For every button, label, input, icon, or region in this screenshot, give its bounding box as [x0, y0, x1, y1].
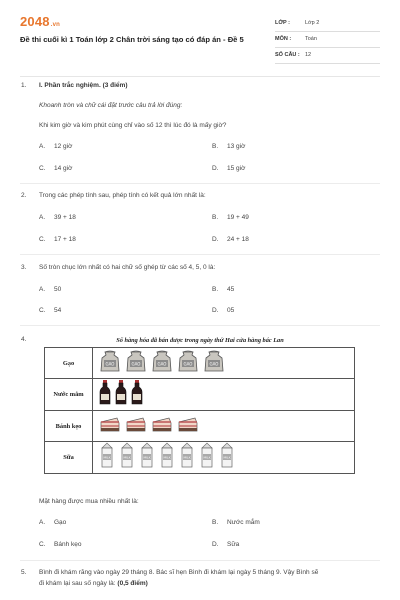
- option-c[interactable]: [39, 236, 76, 243]
- question-text: Số tròn chục lớn nhất có hai chữ số ghép từ các số 4, 5, 0 là:: [39, 264, 216, 271]
- option-text: Gạo: [54, 519, 67, 526]
- option-letter: B.: [212, 214, 219, 221]
- cake-slice-icon: [151, 415, 173, 438]
- option-c[interactable]: [39, 541, 81, 548]
- row-label: Gạo: [45, 348, 93, 379]
- option-text: 19 + 49: [227, 214, 249, 221]
- svg-text:GAO: GAO: [183, 361, 193, 366]
- option-letter: C.: [39, 165, 46, 172]
- header-divider: [20, 76, 380, 77]
- cake-slice-icon: [177, 415, 199, 438]
- meta-row-subject: [275, 32, 380, 48]
- option-letter: B.: [212, 143, 219, 150]
- meta-key: MÔN :: [275, 36, 292, 42]
- rice-sack-icon: [203, 349, 225, 378]
- option-letter: B.: [212, 286, 219, 293]
- milk-carton-icon: [119, 442, 135, 473]
- option-letter: A.: [39, 519, 46, 526]
- option-c[interactable]: [39, 307, 61, 314]
- option-text: 50: [54, 286, 62, 293]
- option-letter: D.: [212, 236, 219, 243]
- milk-carton-icon: [159, 442, 175, 473]
- figure-title: Số hàng hóa đã bán được trong ngày thứ Hai cửa hàng bác Lan: [116, 337, 284, 344]
- fish-sauce-bottle-icon: [99, 379, 111, 410]
- row-pictures: [93, 348, 355, 379]
- meta-row-class: [275, 16, 380, 32]
- question-divider: [20, 325, 380, 326]
- option-b[interactable]: [212, 286, 234, 293]
- milk-carton-icon: [179, 442, 195, 473]
- pictograph-row: [45, 379, 355, 411]
- svg-text:MILK: MILK: [183, 455, 191, 460]
- svg-text:GAO: GAO: [209, 361, 219, 366]
- question-points: (0,5 điểm): [117, 580, 148, 587]
- option-d[interactable]: [212, 541, 239, 548]
- option-text: 39 + 18: [54, 214, 76, 221]
- meta-key: LỚP :: [275, 20, 290, 26]
- exam-title: Đề thi cuối kì 1 Toán lớp 2 Chân trời sáng tạo có đáp án - Đề 5: [20, 35, 244, 44]
- option-text: Nước mắm: [227, 519, 260, 526]
- option-b[interactable]: [212, 214, 249, 221]
- pictograph-row: [45, 348, 355, 379]
- option-text: 45: [227, 286, 235, 293]
- fish-sauce-bottle-icon: [115, 379, 127, 410]
- cake-slice-icon: [125, 415, 147, 438]
- pictograph-row: [45, 442, 355, 474]
- rice-sack-icon: [99, 349, 121, 378]
- question-text: Bình đi khám răng vào ngày 29 tháng 8. Bác sĩ hẹn Bình đi khám lại ngày 5 tháng 9. Vậy Bình sẽ: [39, 569, 319, 576]
- option-letter: A.: [39, 143, 46, 150]
- option-a[interactable]: [39, 286, 61, 293]
- picture-strip: [93, 442, 354, 473]
- milk-carton-icon: [99, 442, 115, 473]
- question-number: 4.: [21, 336, 27, 343]
- question-text: Mặt hàng được mua nhiều nhất là:: [39, 498, 139, 505]
- svg-text:MILK: MILK: [203, 455, 211, 460]
- picture-strip: [93, 415, 354, 438]
- row-label: Sữa: [45, 442, 93, 474]
- option-c[interactable]: [39, 165, 72, 172]
- pictograph-table: [44, 347, 355, 474]
- question-number: 1.: [21, 82, 27, 89]
- question-divider: [20, 254, 380, 255]
- option-letter: A.: [39, 286, 46, 293]
- meta-row-question-count: [275, 48, 380, 64]
- row-pictures: [93, 379, 355, 411]
- option-b[interactable]: [212, 143, 245, 150]
- option-text: 13 giờ: [227, 143, 246, 150]
- option-b[interactable]: [212, 519, 260, 526]
- question-text-end: đi khám lại sau số ngày là:: [39, 580, 116, 587]
- logo-text: 2048: [20, 14, 50, 29]
- option-letter: C.: [39, 236, 46, 243]
- option-text: 05: [227, 307, 235, 314]
- exam-meta: [275, 16, 380, 64]
- picture-strip: [93, 349, 354, 378]
- option-d[interactable]: [212, 165, 245, 172]
- question-divider: [20, 560, 380, 561]
- option-letter: C.: [39, 307, 46, 314]
- row-pictures: [93, 442, 355, 474]
- svg-text:MILK: MILK: [123, 455, 131, 460]
- row-label: Nước mắm: [45, 379, 93, 411]
- milk-carton-icon: [199, 442, 215, 473]
- pictograph: [44, 347, 355, 474]
- meta-key: SỐ CÂU :: [275, 52, 300, 58]
- row-label: Bánh kẹo: [45, 411, 93, 442]
- option-text: 12 giờ: [54, 143, 73, 150]
- question-divider: [20, 183, 380, 184]
- meta-value: 12: [305, 52, 312, 58]
- question-number: 2.: [21, 192, 27, 199]
- row-pictures: [93, 411, 355, 442]
- option-a[interactable]: [39, 143, 72, 150]
- option-letter: C.: [39, 541, 46, 548]
- rice-sack-icon: [177, 349, 199, 378]
- option-d[interactable]: [212, 307, 234, 314]
- fish-sauce-bottle-icon: [131, 379, 143, 410]
- question-text: Khi kim giờ và kim phút cùng chỉ vào số 12 thì lúc đó là mấy giờ?: [39, 122, 227, 129]
- option-text: Bánh kẹo: [54, 541, 82, 548]
- meta-value: Lớp 2: [305, 20, 320, 26]
- svg-text:GAO: GAO: [157, 361, 167, 366]
- option-text: 15 giờ: [227, 165, 246, 172]
- site-logo[interactable]: [20, 14, 60, 29]
- option-letter: D.: [212, 165, 219, 172]
- rice-sack-icon: [125, 349, 147, 378]
- option-a[interactable]: [39, 214, 76, 221]
- question-number: 5.: [21, 569, 27, 576]
- question-text: Trong các phép tính sau, phép tính có kết quả lớn nhất là:: [39, 192, 206, 199]
- milk-carton-icon: [219, 442, 235, 473]
- rice-sack-icon: [151, 349, 173, 378]
- option-letter: A.: [39, 214, 46, 221]
- pictograph-row: [45, 411, 355, 442]
- svg-text:GAO: GAO: [105, 361, 115, 366]
- option-letter: B.: [212, 519, 219, 526]
- page-header: [20, 14, 380, 70]
- option-a[interactable]: [39, 519, 66, 526]
- option-d[interactable]: [212, 236, 249, 243]
- svg-text:GAO: GAO: [131, 361, 141, 366]
- milk-carton-icon: [139, 442, 155, 473]
- logo-suffix: .vn: [50, 22, 61, 28]
- option-letter: D.: [212, 307, 219, 314]
- option-text: 14 giờ: [54, 165, 73, 172]
- question-number: 3.: [21, 264, 27, 271]
- svg-text:MILK: MILK: [223, 455, 231, 460]
- section-heading: I. Phần trắc nghiệm. (3 điểm): [39, 82, 128, 89]
- svg-text:MILK: MILK: [143, 455, 151, 460]
- option-text: 24 + 18: [227, 236, 249, 243]
- question-text-continued: [39, 578, 377, 589]
- question-instruction: Khoanh tròn và chữ cái đặt trước câu trả lời đúng:: [39, 102, 183, 109]
- option-letter: D.: [212, 541, 219, 548]
- cake-slice-icon: [99, 415, 121, 438]
- svg-text:MILK: MILK: [163, 455, 171, 460]
- picture-strip: [93, 379, 354, 410]
- svg-text:MILK: MILK: [103, 455, 111, 460]
- option-text: Sữa: [227, 541, 240, 548]
- option-text: 17 + 18: [54, 236, 76, 243]
- meta-value: Toán: [305, 36, 317, 42]
- option-text: 54: [54, 307, 62, 314]
